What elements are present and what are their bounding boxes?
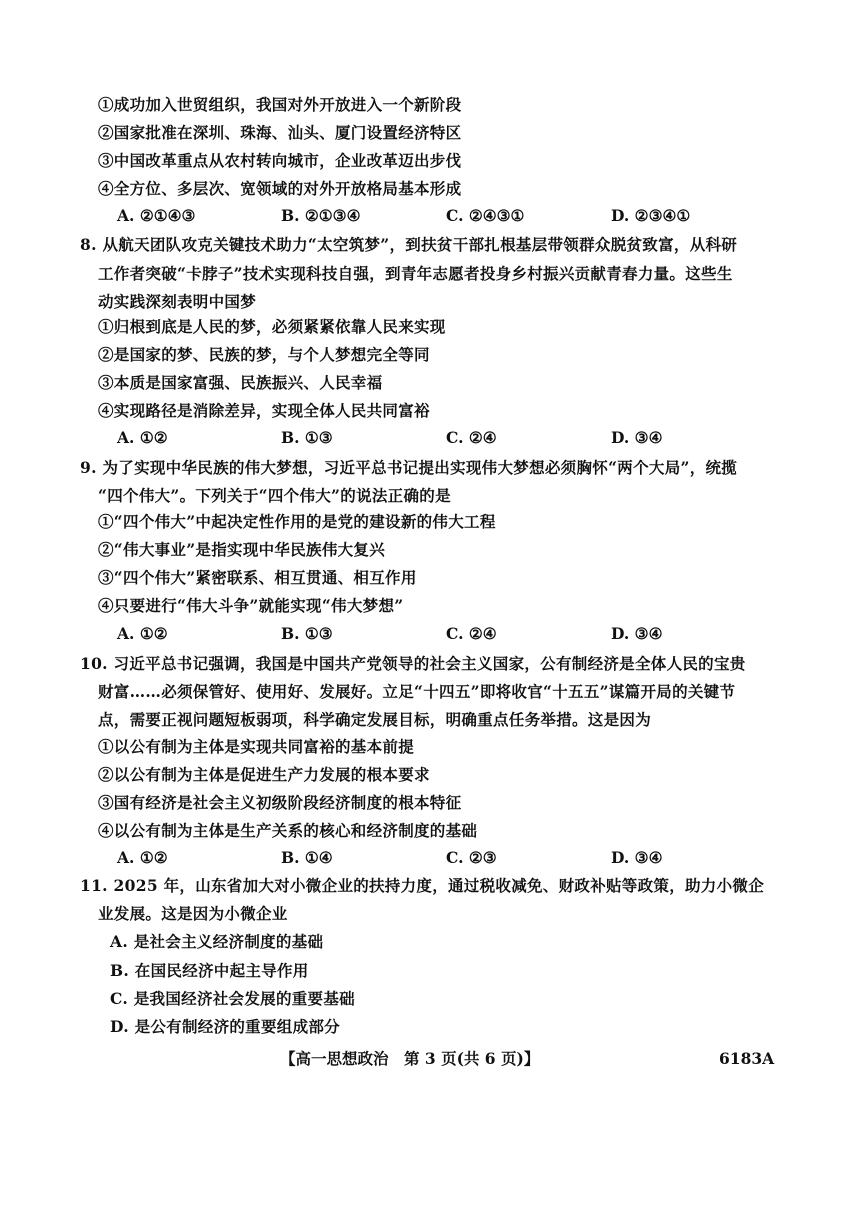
page-footer-label: 【高一思想政治 第 3 页(共 6 页)】	[280, 1049, 540, 1068]
q8-choice-b: B. ①③	[281, 428, 333, 447]
q10-choice-b: B. ①④	[281, 848, 333, 867]
q11-option-b: B. 在国民经济中起主导作用	[110, 961, 309, 980]
q10-item-1: ①以公有制为主体是实现共同富裕的基本前提	[98, 737, 415, 756]
q10-stem-line-3: 点，需要正视问题短板弱项，科学确定发展目标，明确重点任务举措。这是因为	[98, 710, 652, 729]
q8-stem-line-2: 工作者突破“卡脖子”技术实现科技自强，到青年志愿者投身乡村振兴贡献青春力量。这些生	[98, 264, 733, 283]
q8-stem-line-3: 动实践深刻表明中国梦	[98, 292, 257, 311]
q10-stem-line-2: 财富……必须保管好、使用好、发展好。立足“十四五”即将收官“十五五”谋篇开局的关键节	[98, 682, 736, 701]
q11-option-a: A. 是社会主义经济制度的基础	[110, 932, 324, 951]
q9-choice-c: C. ②④	[446, 624, 497, 643]
q10-item-2: ②以公有制为主体是促进生产力发展的根本要求	[98, 765, 430, 784]
q9-stem-line-1: 9. 为了实现中华民族的伟大梦想，习近平总书记提出实现伟大梦想必须胸怀“两个大局”，统揽	[80, 458, 738, 477]
q9-choice-b: B. ①③	[281, 624, 333, 643]
q10-choice-c: C. ②③	[446, 848, 497, 867]
q8-item-1: ①归根到底是人民的梦，必须紧紧依靠人民来实现	[98, 317, 446, 336]
q9-choice-a: A. ①②	[117, 624, 168, 643]
q8-choice-c: C. ②④	[446, 428, 497, 447]
q9-item-3: ③“四个伟大”紧密联系、相互贯通、相互作用	[98, 568, 417, 587]
q11-stem-line-1: 11. 2025 年，山东省加大对小微企业的扶持力度，通过税收减免、财政补贴等政策，助力小微企	[80, 876, 765, 895]
q7-item-4: ④全方位、多层次、宽领域的对外开放格局基本形成	[98, 179, 462, 198]
q8-item-4: ④实现路径是消除差异，实现全体人民共同富裕	[98, 401, 430, 420]
q7-item-2: ②国家批准在深圳、珠海、汕头、厦门设置经济特区	[98, 123, 462, 142]
q8-stem-line-1: 8. 从航天团队攻克关键技术助力“太空筑梦”，到扶贫干部扎根基层带领群众脱贫致富，从科研	[80, 235, 738, 254]
q10-item-3: ③国有经济是社会主义初级阶段经济制度的根本特征	[98, 793, 462, 812]
q9-stem-line-2: “四个伟大”。下列关于“四个伟大”的说法正确的是	[98, 486, 451, 505]
q9-item-4: ④只要进行“伟大斗争”就能实现“伟大梦想”	[98, 596, 404, 615]
q9-item-1: ①“四个伟大”中起决定性作用的是党的建设新的伟大工程	[98, 512, 496, 531]
q10-choice-a: A. ①②	[117, 848, 168, 867]
q7-item-1: ①成功加入世贸组织，我国对外开放进入一个新阶段	[98, 95, 462, 114]
q8-item-3: ③本质是国家富强、民族振兴、人民幸福	[98, 373, 383, 392]
q10-item-4: ④以公有制为主体是生产关系的核心和经济制度的基础	[98, 821, 478, 840]
q11-option-d: D. 是公有制经济的重要组成部分	[110, 1017, 340, 1036]
q11-option-c: C. 是我国经济社会发展的重要基础	[110, 989, 355, 1008]
q8-item-2: ②是国家的梦、民族的梦，与个人梦想完全等同	[98, 345, 430, 364]
q11-stem-line-2: 业发展。这是因为小微企业	[98, 904, 288, 923]
q7-item-3: ③中国改革重点从农村转向城市，企业改革迈出步伐	[98, 151, 462, 170]
q8-choice-d: D. ③④	[611, 428, 663, 447]
q9-choice-d: D. ③④	[611, 624, 663, 643]
q7-choice-b: B. ②①③④	[281, 206, 361, 225]
q7-choice-d: D. ②③④①	[611, 206, 691, 225]
exam-code: 6183A	[719, 1049, 775, 1068]
q7-choice-c: C. ②④③①	[446, 206, 525, 225]
q8-choice-a: A. ①②	[117, 428, 168, 447]
q10-choice-d: D. ③④	[611, 848, 663, 867]
q7-choice-a: A. ②①④③	[117, 206, 196, 225]
q10-stem-line-1: 10. 习近平总书记强调，我国是中国共产党领导的社会主义国家，公有制经济是全体人民的宝贵	[80, 654, 746, 673]
q9-item-2: ②“伟大事业”是指实现中华民族伟大复兴	[98, 540, 386, 559]
